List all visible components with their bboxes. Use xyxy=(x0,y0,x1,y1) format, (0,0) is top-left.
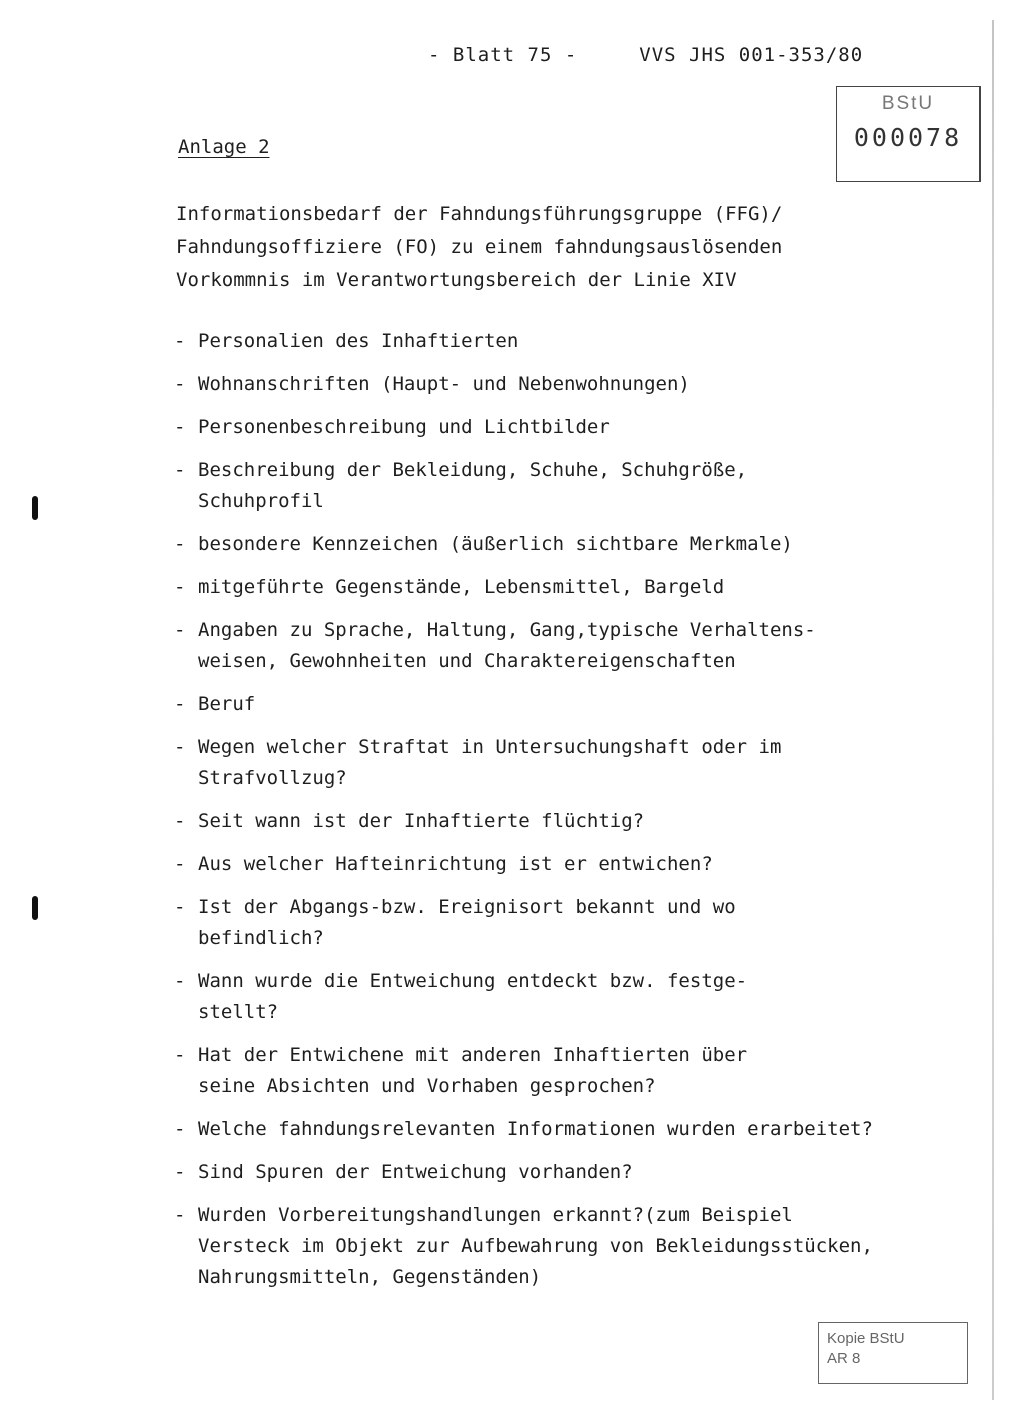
list-item-text: Wegen welcher Straftat in Untersuchungshaft oder im Strafvollzug? xyxy=(198,736,782,789)
list-item xyxy=(170,689,960,720)
page-header xyxy=(428,44,863,66)
list-dash: - xyxy=(174,619,186,641)
list-item-text: Ist der Abgangs-bzw. Ereignisort bekannt und wo befindlich? xyxy=(198,896,736,949)
list-item xyxy=(170,1200,960,1293)
list-item xyxy=(170,892,960,954)
list-dash: - xyxy=(174,810,186,832)
list-dash: - xyxy=(174,896,186,918)
list-item-text: Seit wann ist der Inhaftierte flüchtig? xyxy=(198,810,645,832)
attachment-label: Anlage 2 xyxy=(178,136,270,158)
archive-stamp xyxy=(836,86,981,182)
list-item-text: Personalien des Inhaftierten xyxy=(198,330,519,352)
classification-reference: VVS JHS 001-353/80 xyxy=(639,44,864,66)
list-dash: - xyxy=(174,1204,186,1226)
list-dash: - xyxy=(174,1161,186,1183)
list-dash: - xyxy=(174,416,186,438)
list-dash: - xyxy=(174,533,186,555)
list-item-text: besondere Kennzeichen (äußerlich sichtbare Merkmale) xyxy=(198,533,793,555)
list-item xyxy=(170,529,960,560)
list-dash: - xyxy=(174,1118,186,1140)
list-dash: - xyxy=(174,1044,186,1066)
list-item xyxy=(170,572,960,603)
list-dash: - xyxy=(174,853,186,875)
requirements-list xyxy=(170,326,960,1305)
list-item-text: Sind Spuren der Entweichung vorhanden? xyxy=(198,1161,633,1183)
list-dash: - xyxy=(174,736,186,758)
list-item-text: Hat der Entwichene mit anderen Inhaftierten über seine Absichten und Vorhaben gesprochen? xyxy=(198,1044,748,1097)
intro-paragraph: Informationsbedarf der Fahndungsführungsgruppe (FFG)/ Fahndungsoffiziere (FO) zu einem fahndungsauslösenden Vorkommnis im Verantwortungsbereich der Linie XIV xyxy=(176,203,783,291)
archive-stamp-number: 000078 xyxy=(853,123,963,152)
list-dash: - xyxy=(174,330,186,352)
list-dash: - xyxy=(174,693,186,715)
list-item-text: Beruf xyxy=(198,693,256,715)
list-item xyxy=(170,326,960,357)
list-item xyxy=(170,966,960,1028)
archive-stamp-org: BStU xyxy=(881,93,935,114)
copy-stamp-line1: Kopie BStU xyxy=(827,1330,905,1347)
copy-stamp xyxy=(818,1322,968,1384)
list-item-text: Beschreibung der Bekleidung, Schuhe, Schuhgröße, Schuhprofil xyxy=(198,459,748,512)
list-item-text: Wohnanschriften (Haupt- und Nebenwohnungen) xyxy=(198,373,690,395)
list-item-text: Welche fahndungsrelevanten Informationen wurden erarbeitet? xyxy=(198,1118,873,1140)
list-item xyxy=(170,806,960,837)
list-item-text: Aus welcher Hafteinrichtung ist er entwichen? xyxy=(198,853,713,875)
list-item xyxy=(170,1157,960,1188)
list-item xyxy=(170,412,960,443)
list-item-text: Wurden Vorbereitungshandlungen erkannt?(zum Beispiel Versteck im Objekt zur Aufbewahrung von Bekleidungsstücken, Nahrungsmitteln, Gegenständen) xyxy=(198,1204,873,1288)
list-dash: - xyxy=(174,970,186,992)
list-item xyxy=(170,849,960,880)
sheet-number: - Blatt 75 - xyxy=(428,44,578,66)
list-item xyxy=(170,615,960,677)
list-item-text: Angaben zu Sprache, Haltung, Gang,typische Verhaltens- weisen, Gewohnheiten und Charaktereigenschaften xyxy=(198,619,816,672)
list-dash: - xyxy=(174,576,186,598)
list-item-text: mitgeführte Gegenstände, Lebensmittel, Bargeld xyxy=(198,576,725,598)
list-item xyxy=(170,1114,960,1145)
list-item-text: Wann wurde die Entweichung entdeckt bzw. festge- stellt? xyxy=(198,970,748,1023)
list-item xyxy=(170,1040,960,1102)
page-edge-line xyxy=(992,20,994,1400)
list-item-text: Personenbeschreibung und Lichtbilder xyxy=(198,416,610,438)
list-dash: - xyxy=(174,459,186,481)
copy-stamp-line2: AR 8 xyxy=(827,1350,861,1367)
list-item xyxy=(170,369,960,400)
list-item xyxy=(170,455,960,517)
list-item xyxy=(170,732,960,794)
punch-hole-mark xyxy=(32,496,38,520)
punch-hole-mark xyxy=(32,896,38,920)
list-dash: - xyxy=(174,373,186,395)
